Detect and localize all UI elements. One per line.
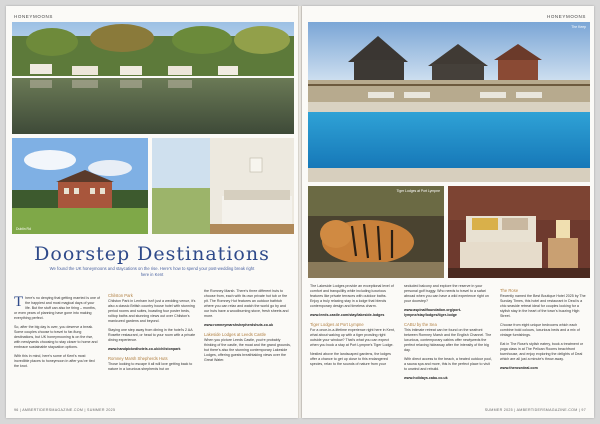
cabu-heading: CABU by the Sea xyxy=(404,322,437,327)
left-page xyxy=(6,6,298,418)
intro-paragraph-1: here's no denying that getting married is one of the happiest and most magical days of your life. But the stuff can also be tiring – months, or even years of planning have gone into making everything perfect. xyxy=(14,296,100,320)
photo-caption-pool: The Keep xyxy=(571,25,586,29)
right-column-2 xyxy=(404,284,492,385)
the-rose-heading: The Rose xyxy=(500,288,519,293)
right-column-3 xyxy=(500,284,588,375)
page-folio: 96 | AMBERTIDERSMAGAZINE.COM | SUMMER 2025 xyxy=(14,408,116,412)
lakeside-lodges-body: When you picture Leeds Castle, you're probably thinking of the castle, the moat and the grand grounds, but there's also the stunning contemporary Lakeside Lodges, offering guests breathtaking views over the Great Water. xyxy=(204,338,291,362)
the-rose-body-2: Choose from eight unique bedrooms which each combine bold colours, luxurious beds and a mix of vintage furnishings. xyxy=(500,323,580,337)
left-column-2 xyxy=(108,289,196,376)
left-column-3 xyxy=(204,289,292,367)
romney-marsh-url[interactable]: www.romneymarshshepherdshuts.co.uk xyxy=(204,323,274,327)
intro-paragraph-2: So, after the big day is over, you deserve a break. Some couples choose to travel to far-flung destinations, but UK honeymooning is on the rise, with newlyweds choosing to stay closer to home and embrace sustainable staycation options. xyxy=(14,325,98,349)
romney-marsh-body-continued: the Romney Marsh. There's three different huts to choose from, each with its own private hot tub or fire pit. The Romney Hut features an outdoor bathtub where you can relax and watch the world go by and our huts have a woodburning stove, fresh sheets and more. xyxy=(204,289,289,318)
left-column-1 xyxy=(14,296,100,373)
intro-paragraph-3: With this in mind, here's some of Kent's most incredible places to honeymoon in after you've tied the knot. xyxy=(14,354,95,368)
drop-cap: T xyxy=(14,294,24,310)
the-rose-bedroom-photo xyxy=(448,186,590,278)
hut-interior-image xyxy=(152,138,294,234)
the-rose-body: Recently named the Best Boutique Hotel 2025 by The Sunday Times, this hotel and restaurant in Deal is a chic seaside retreat ideal for couples looking for a stylish stay in the heart of the town's buzzing High Street. xyxy=(500,294,586,318)
seaside-pool-image xyxy=(308,22,590,182)
cabu-pool-photo xyxy=(308,22,590,182)
the-rose-body-3: Eat in The Rose's stylish eatery, book a treatment or yoga class in at The Pelican Rooms beachfront townhouse, and enjoy exploring the delights of Deal which are all just a minute's throw away. xyxy=(500,342,584,361)
lakeside-lodges-heading: Lakeside Lodges at Leeds Castle xyxy=(204,332,266,337)
chilston-park-url[interactable]: www.handpickedhotels.co.uk/chilstonpark xyxy=(108,347,181,351)
cabu-body-2: With direct access to the beach, a heated outdoor pool, a sauna spa and more, this is the perfect place to visit to unwind and rebuild. xyxy=(404,357,492,371)
article-title: Doorstep Destinations xyxy=(34,243,270,265)
country-house-image xyxy=(12,138,148,234)
chilston-park-body-2: Staying one step away from dining in the hotel's 2 AA Rosette restaurant, or head to your room with a private dining experience. xyxy=(108,328,196,342)
tiger-lodges-url[interactable]: www.aspinallfoundation.org/port-lympne/stay/lodges/tiger-lodge xyxy=(404,308,462,317)
tiger-lodges-body-2: Nestled above the landscaped gardens, the lodges offer a chance to get up close to this endangered species, relax to the sounds of nature from your xyxy=(310,352,391,366)
romney-marsh-heading: Romney Marsh Shepherds Huts xyxy=(108,356,168,361)
romney-marsh-body: Those looking to escape it all will love getting back to nature in a luxurious shepherds hut on xyxy=(108,362,193,371)
tiger-lodges-body: For a once-in-a-lifetime experience right here in Kent, what about waking up with a tiger prowling right outside your window? That's what you can expect when you book a stay at Port Lympne's Tiger Lodge. xyxy=(310,328,395,347)
lakeside-lodges-image xyxy=(12,22,294,134)
tiger-lodges-heading: Tiger Lodges at Port Lympne xyxy=(310,322,364,327)
section-label: HONEYMOONS xyxy=(546,14,586,19)
article-standfirst: We found the UK honeymoons and staycations on the rise. Here's how to spend your post-wedding break right here in Kent xyxy=(49,266,255,277)
lakeside-lodges-body-continued: The Lakeside Lodges provide an exceptional level of comfort and tranquillity while including luxurious features like private terraces with outdoor baths. Enjoy a truly relaxing stay in a lodge that blends contemporary design and timeless charm. xyxy=(310,284,394,308)
photo-caption: Dublin Rd xyxy=(16,227,31,231)
photo-caption-lodge: Tiger Lodges at Port Lympne xyxy=(396,189,440,193)
the-rose-url[interactable]: www.therosedeal.com xyxy=(500,366,538,370)
lakeside-lodges-photo xyxy=(12,22,294,134)
bedroom-image xyxy=(448,186,590,278)
chilston-park-photo xyxy=(12,138,148,234)
right-page xyxy=(302,6,594,418)
cabu-url[interactable]: www.holidays.cabu.co.uk xyxy=(404,376,448,380)
cabu-body: This intimate retreat can be found on the seafront between Romney Marsh and the English Channel. The luxurious, contemporary cabins offer newlyweds the perfect relaxing hideaway after the intensity of the big day. xyxy=(404,328,492,352)
shepherds-hut-photo xyxy=(152,138,294,234)
tiger-lodge-photo xyxy=(308,186,444,278)
tiger-lodges-body-continued: secluded balcony and explore the reserve in your personal golf buggy. Who needs to travel to a safari abroad when you can have a wild experience right on your doorstep? xyxy=(404,284,489,303)
right-column-1 xyxy=(310,284,396,371)
page-folio: SUMMER 2025 | AMBERTIDERSMAGAZINE.COM | 97 xyxy=(484,408,586,412)
chilston-park-heading: Chilston Park xyxy=(108,293,133,298)
tiger-image xyxy=(308,186,444,278)
chilston-park-body: Chilston Park in Lenham isn't just a wedding venue, it's also a classic British country house hotel with stunning period rooms and suites, boasting four poster beds, rolltop baths and stunning views out over Chilston's manicured gardens and beyond. xyxy=(108,299,196,323)
section-label: HONEYMOONS xyxy=(14,14,54,19)
lakeside-lodges-url[interactable]: www.leeds-castle.com/stay/lakeside-lodges xyxy=(310,313,385,317)
